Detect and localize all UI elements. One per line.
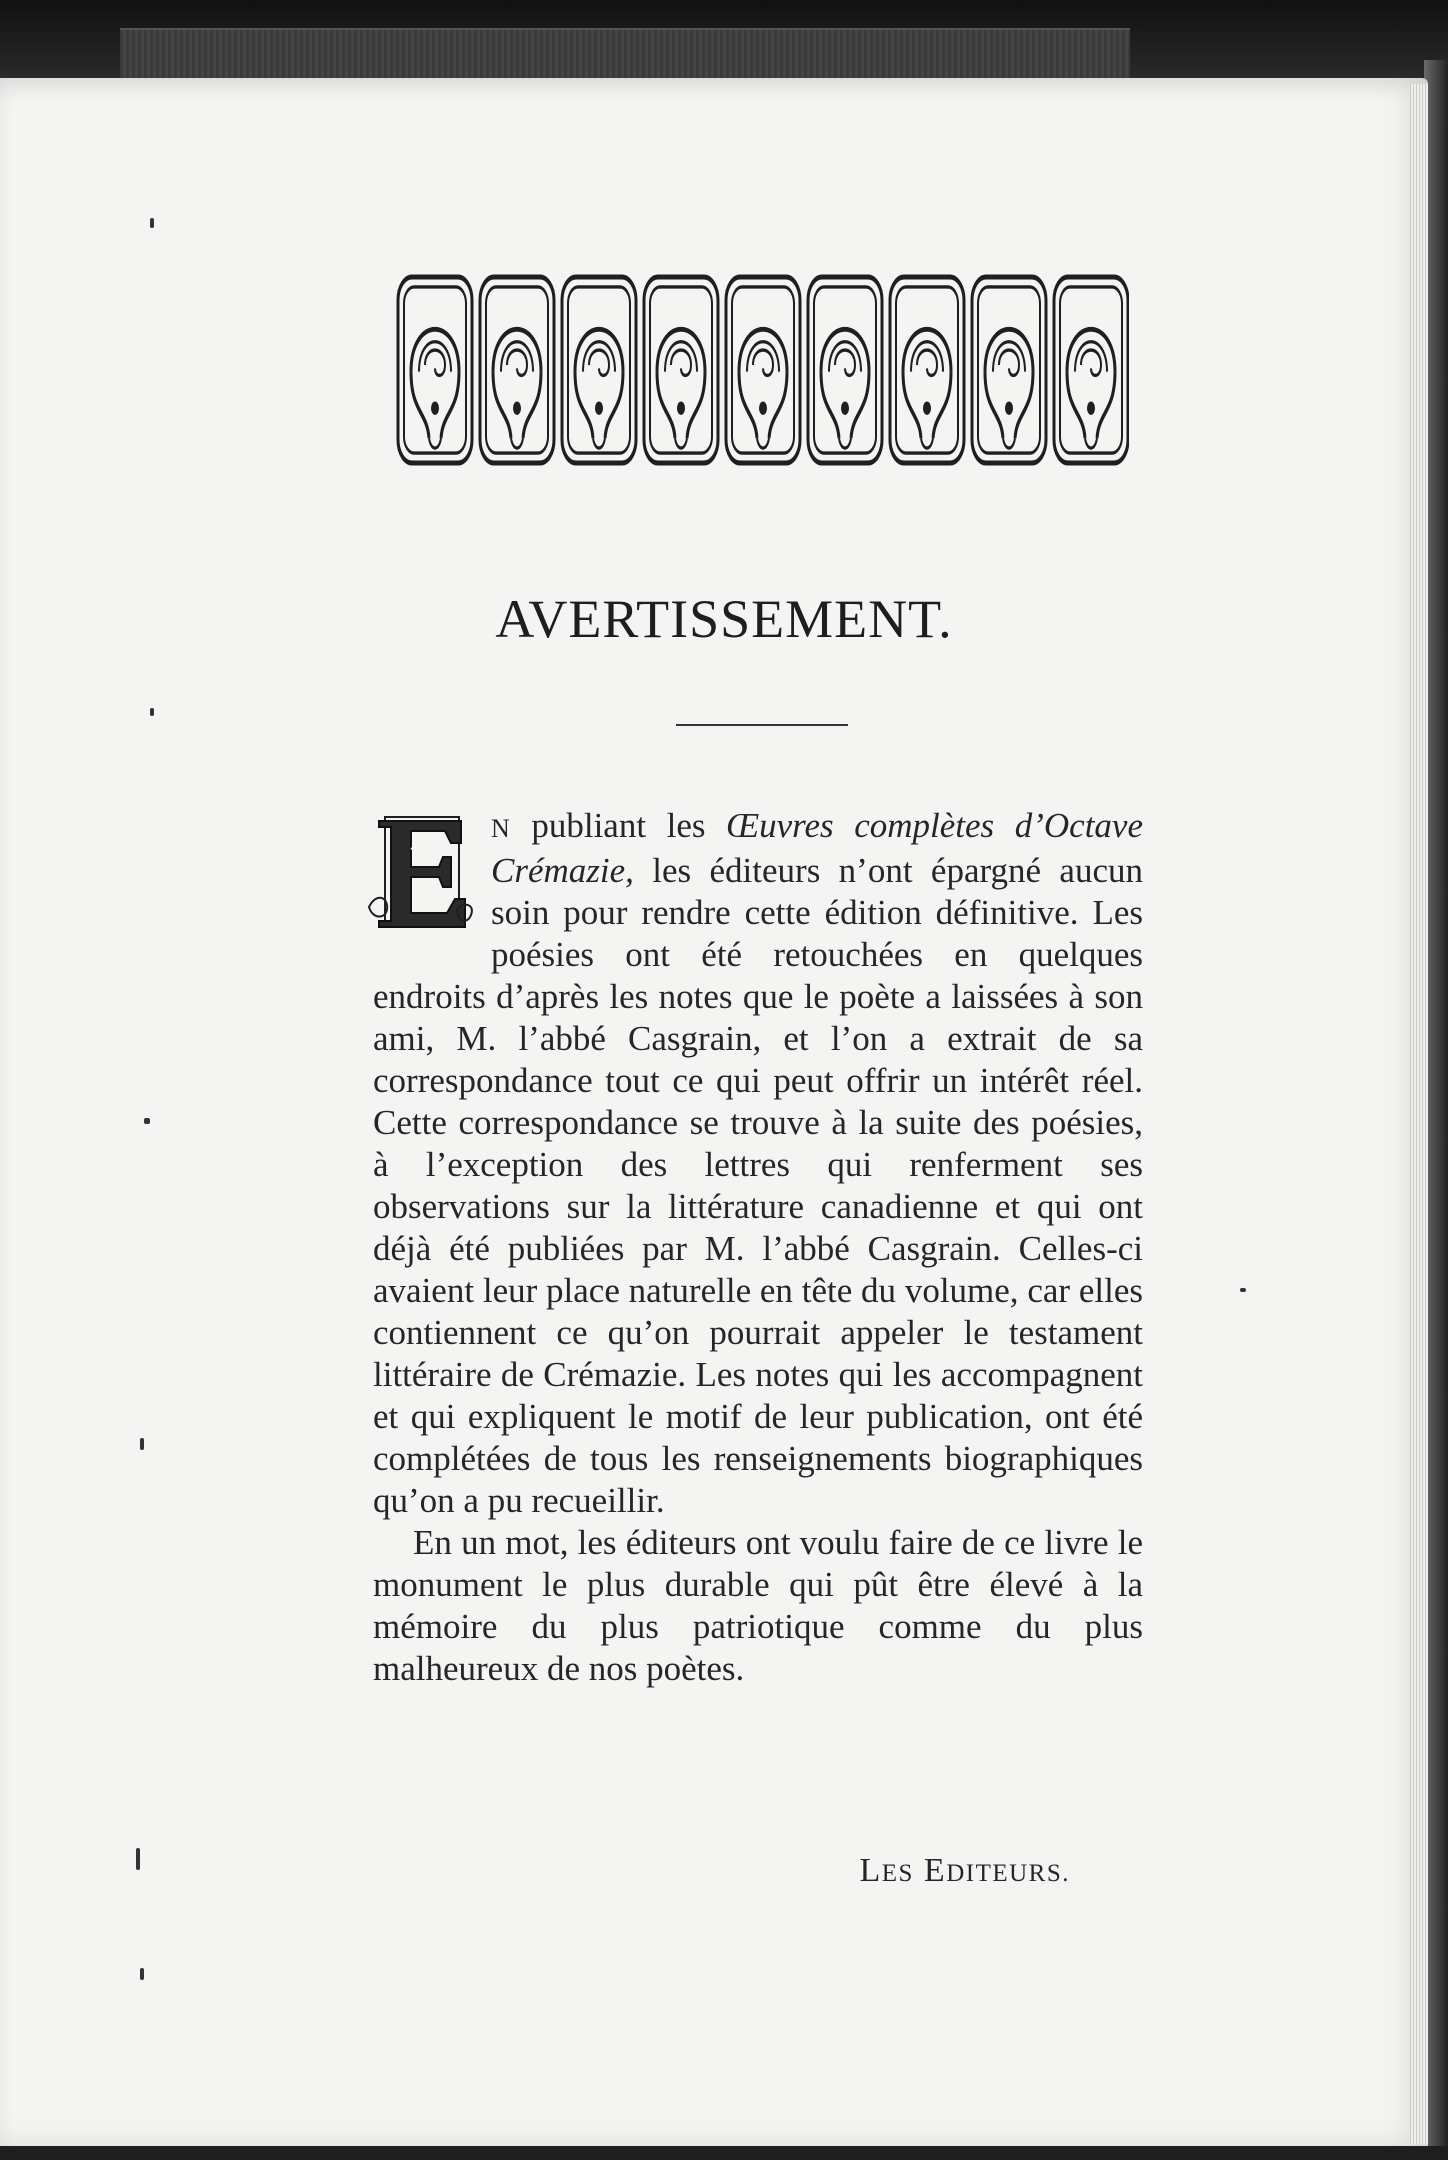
ornamental-header-band (395, 272, 1129, 468)
dropcap-continuation: N (491, 814, 511, 843)
title-divider (676, 724, 848, 726)
paragraph-1-text-a: publiant les (510, 806, 727, 845)
signature-les-initial: L (859, 1852, 882, 1889)
art-nouveau-ornament-icon (395, 272, 1129, 468)
book-title-italic: Œuvres complètes d’Octave Crémazie, (491, 806, 1143, 890)
page-title: AVERTISSEMENT. (495, 589, 953, 649)
signature-editeurs-initial: E (913, 1852, 947, 1889)
notice-body (373, 805, 1143, 1690)
page-edge-texture (1410, 84, 1428, 2144)
paragraph-1-text-b: les éditeurs n’ont épargné aucun soin pour rendre cette édition définitive. Les poésies ont été retouchées en quelques endroits d’après les notes que le poète a laissées à son ami, M. l’abbé Casgrain, et l’on a extrait de sa correspondance tout ce qui peut offrir un intérêt réel. Cette correspondance se trouve à la suite des poésies, à l’exception des lettres qui renferment ses observations sur la littérature canadienne et qui ont déjà été publiées par M. l’abbé Casgrain. Celles-ci avaient leur place naturelle en tête du volume, car elles contiennent ce qu’on pourrait appeler le testament littéraire de Crémazie. Les notes qui les accompagnent et qui expliquent le motif de leur publication, ont été complétées de tous les renseignements biographiques qu’on a pu recueillir. (373, 851, 1143, 1520)
decorated-dropcap (365, 809, 477, 937)
paragraph-2: En un mot, les éditeurs ont voulu faire de ce livre le monument le plus durable qui pût être élevé à la mémoire du plus patriotique comme du plus malheureux de nos poètes. (373, 1523, 1143, 1688)
signature-editeurs-rest: DITEURS. (946, 1860, 1070, 1887)
signature-les-rest: ES (881, 1860, 914, 1887)
ornamental-letter-e-icon (365, 809, 477, 937)
paragraph-1 (373, 805, 1143, 1522)
scanner-background-bottom (0, 2146, 1448, 2160)
signature (859, 1852, 1070, 1890)
scanner-background-top (0, 0, 1448, 90)
